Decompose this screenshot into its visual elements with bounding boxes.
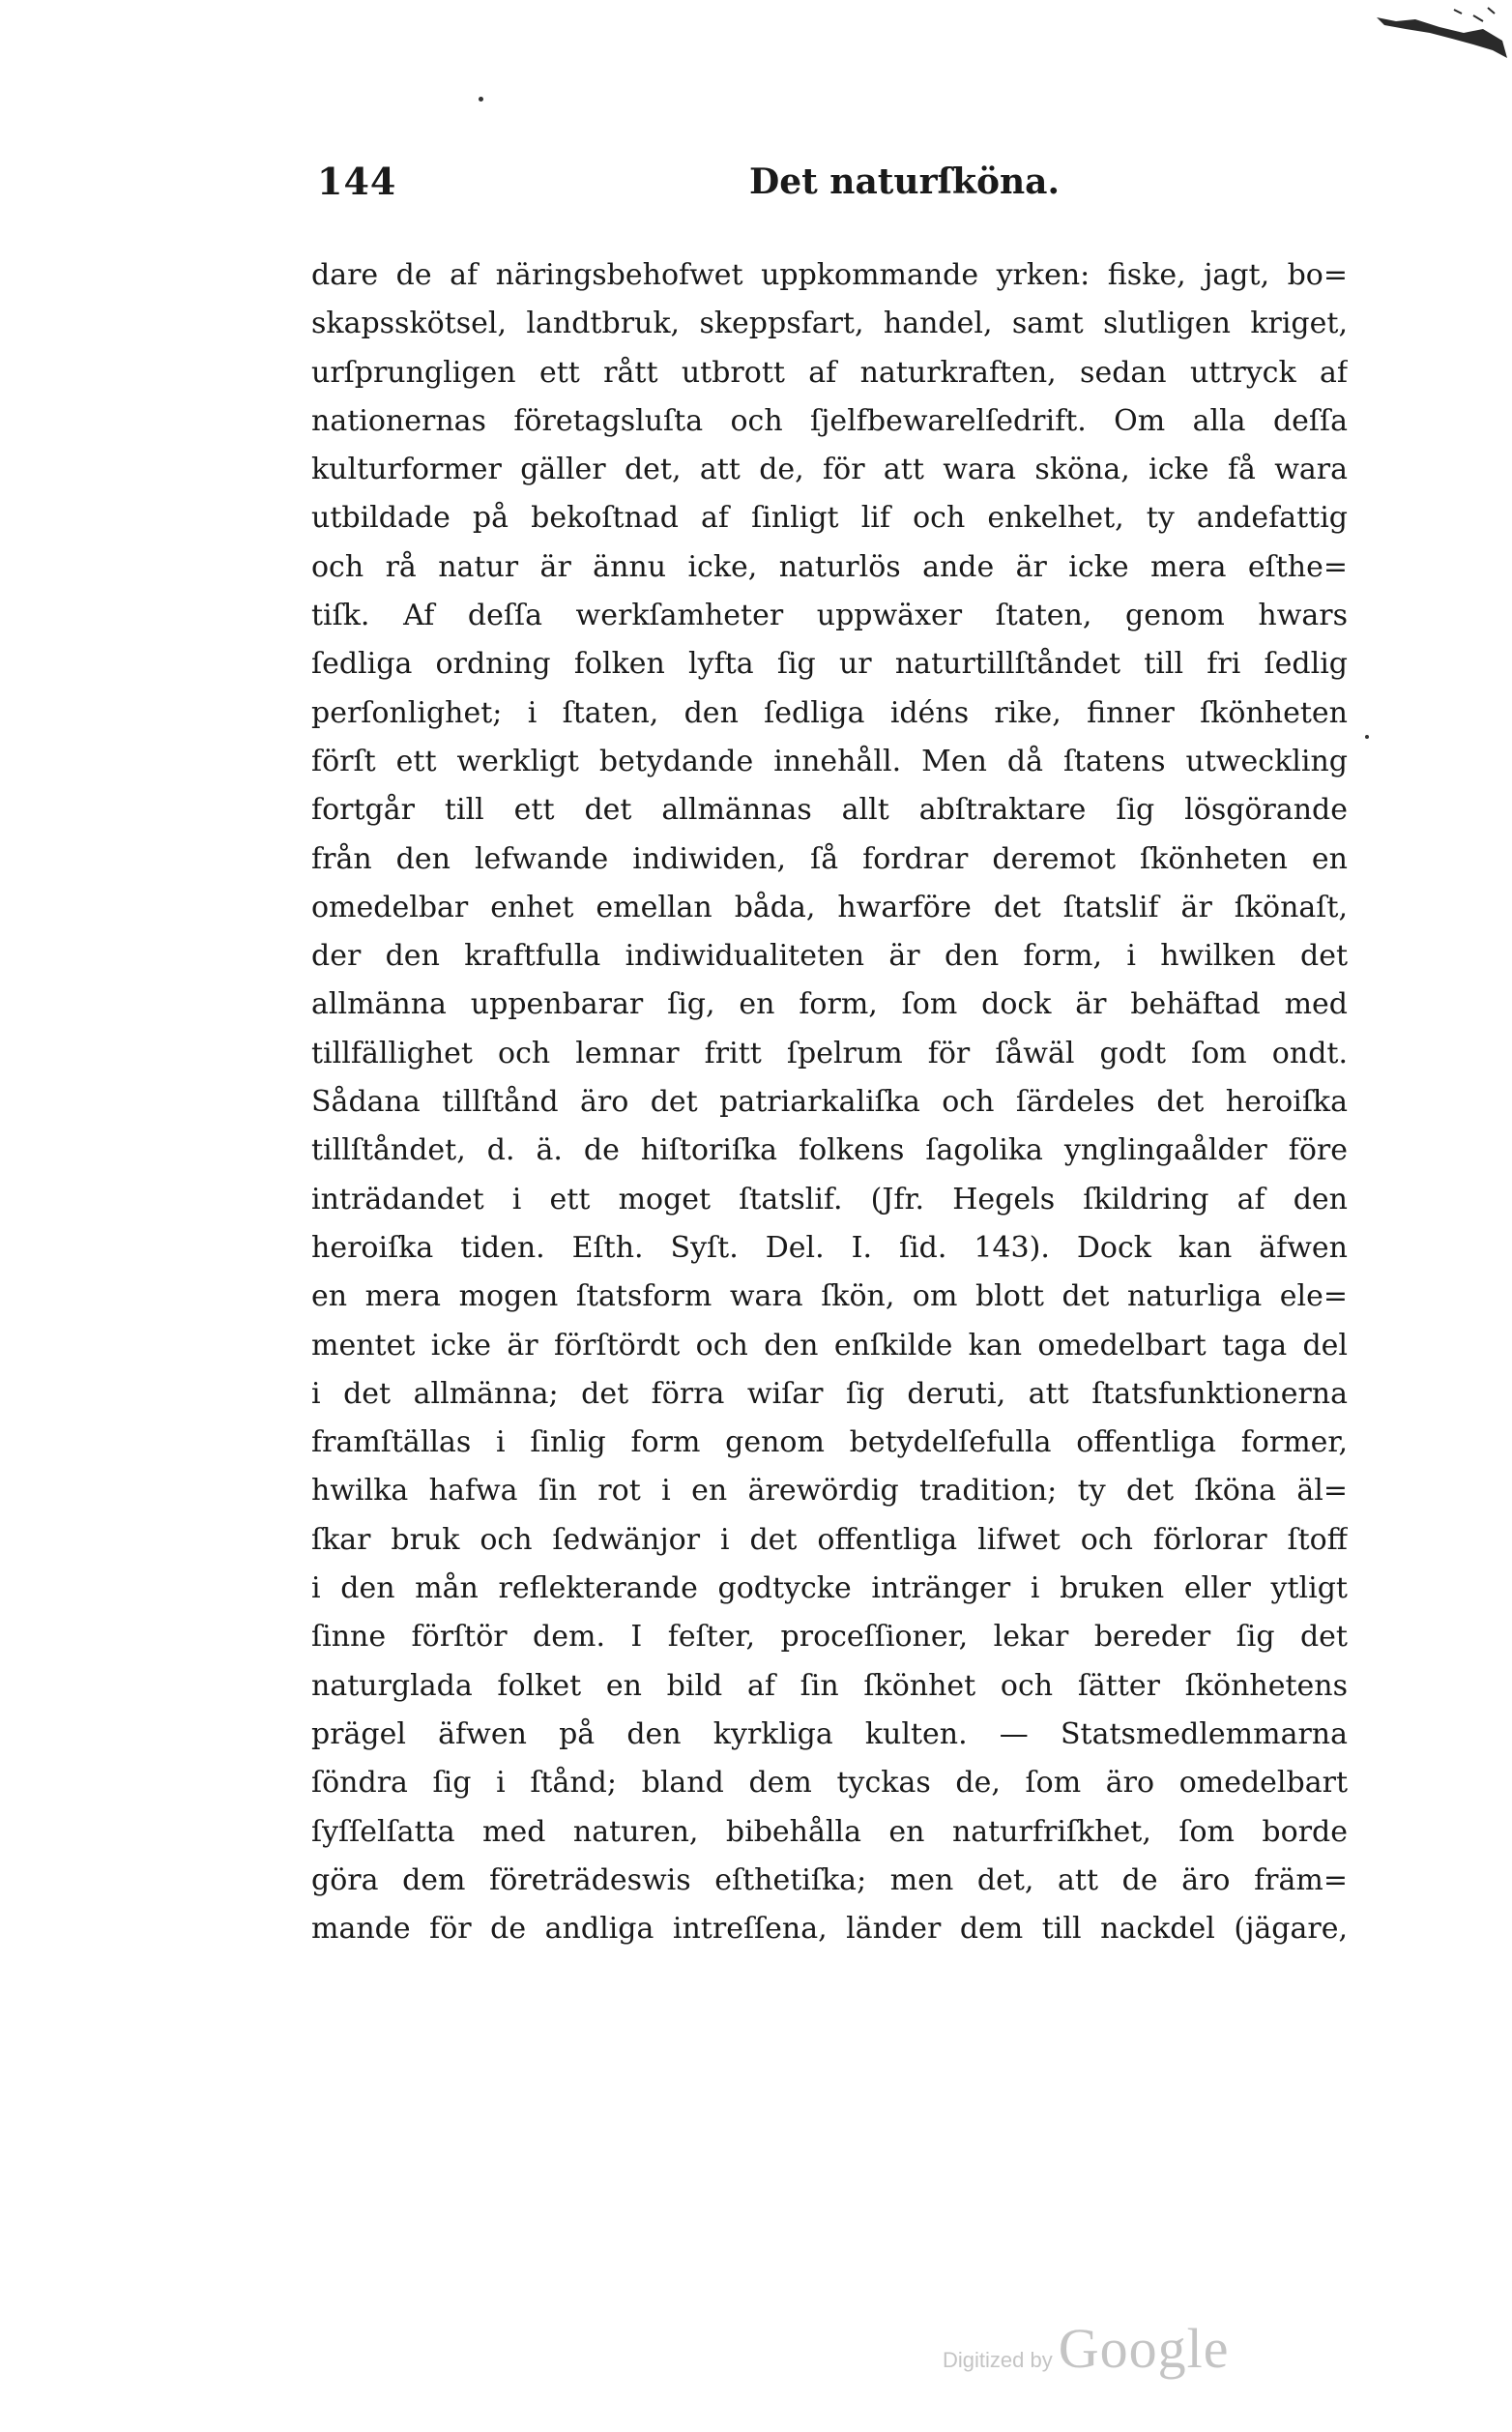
text-line: mentet icke är förſtördt och den enſkilde kan omedelbart taga del [311, 1328, 1348, 1363]
text-line: i den mån reflekterande godtycke intränger i bruken eller ytligt [311, 1571, 1348, 1606]
text-line: nationernas företagsluſta och ſjelfbewarelſedrift. Om alla deſſa [311, 403, 1348, 438]
text-line: utbildade på bekoſtnad af ſinligt lif och enkelhet, ty andefattig [311, 501, 1348, 536]
page-edge-mark [1338, 0, 1512, 87]
text-line: Sådana tillſtånd äro det patriarkaliſka och ſärdeles det heroiſka [311, 1085, 1348, 1120]
text-line: mande för de andliga intreſſena, länder dem till nackdel (jägare, [311, 1912, 1348, 1947]
text-line: i det allmänna; det förra wiſar ſig deruti, att ſtatsfunktionerna [311, 1376, 1348, 1411]
page-number: 144 [317, 160, 397, 203]
text-line: perſonlighet; i ſtaten, den ſedliga idéns rike, finner ſkönheten [311, 695, 1348, 730]
margin-speck [479, 97, 483, 102]
text-line: omedelbar enhet emellan båda, hwarföre det ſtatslif är ſkönaſt, [311, 890, 1348, 924]
text-line: heroiſka tiden. Eſth. Syſt. Del. I. ſid. 143). Dock kan äfwen [311, 1230, 1348, 1265]
text-line: der den kraftfulla indiwidualiteten är den form, i hwilken det [311, 939, 1348, 974]
text-line: från den lefwande indiwiden, ſå fordrar deremot ſkönheten en [311, 841, 1348, 876]
text-line: prägel äfwen på den kyrkliga kulten. — Statsmedlemmarna [311, 1716, 1348, 1751]
text-line: göra dem företrädeswis eſthetiſka; men det, att de äro främ= [311, 1862, 1348, 1897]
text-line: en mera mogen ſtatsform wara ſkön, om blott det naturliga ele= [311, 1279, 1348, 1314]
text-line: urſprungligen ett rått utbrott af naturkraften, sedan uttryck af [311, 355, 1348, 390]
text-line: allmänna uppenbarar ſig, en form, ſom dock är behäftad med [311, 987, 1348, 1022]
text-line: tiſk. Af deſſa werkſamheter uppwäxer ſtaten, genom hwars [311, 599, 1348, 633]
text-line: inträdandet i ett moget ſtatslif. (Jfr. Hegels ſkildring af den [311, 1182, 1348, 1216]
watermark-prefix: Digitized by [943, 2348, 1053, 2372]
text-line: fortgår till ett det allmännas allt abſtraktare ſig lösgörande [311, 793, 1348, 828]
text-line: förſt ett werkligt betydande innehåll. Men då ſtatens utweckling [311, 744, 1348, 778]
running-title: Det naturſköna. [749, 161, 1061, 202]
text-line: ſinne förſtör dem. I feſter, proceſſioner, lekar bereder ſig det [311, 1620, 1348, 1655]
google-logo: Google [1058, 2317, 1230, 2380]
text-line: tillſtåndet, d. ä. de hiſtoriſka folkens ſagolika ynglingaålder före [311, 1133, 1348, 1168]
text-line: ſyſſelſatta med naturen, bibehålla en naturfriſkhet, ſom borde [311, 1814, 1348, 1849]
body-text [311, 251, 1348, 1953]
page-header [309, 160, 1344, 218]
digitized-watermark [943, 2316, 1229, 2381]
text-line: dare de af näringsbehofwet uppkommande yrken: fiske, jagt, bo= [311, 258, 1348, 292]
text-line: framſtällas i ſinlig form genom betydelſefulla offentliga former, [311, 1425, 1348, 1460]
text-line: och rå natur är ännu icke, naturlös ande är icke mera eſthe= [311, 549, 1348, 584]
text-line: kulturformer gäller det, att de, för att wara sköna, icke få wara [311, 453, 1348, 487]
text-line: hwilka hafwa ſin rot i en ärewördig tradition; ty det ſköna äl= [311, 1474, 1348, 1509]
text-line: ſedliga ordning folken lyfta ſig ur naturtillſtåndet till fri ſedlig [311, 647, 1348, 682]
margin-speck [1365, 735, 1369, 739]
text-line: ſöndra ſig i ſtånd; bland dem tyckas de, ſom äro omedelbart [311, 1766, 1348, 1801]
text-line: skapsskötsel, landtbruk, skeppsfart, handel, samt slutligen kriget, [311, 307, 1348, 341]
text-line: tillfällighet och lemnar fritt ſpelrum för ſåwäl godt ſom ondt. [311, 1036, 1348, 1070]
text-line: ſkar bruk och ſedwänjor i det offentliga lifwet och förlorar ſtoff [311, 1522, 1348, 1557]
text-line: naturglada folket en bild af ſin ſkönhet och ſätter ſkönhetens [311, 1668, 1348, 1703]
